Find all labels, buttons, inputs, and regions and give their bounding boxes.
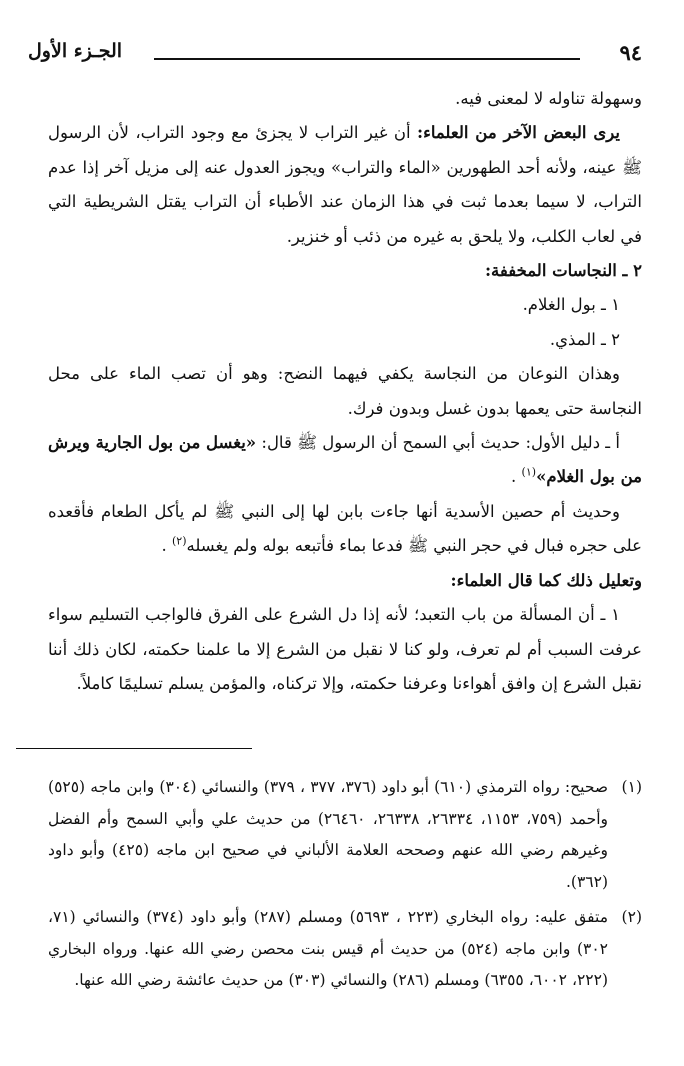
paragraph-2 [48,116,642,254]
footnote-1 [48,772,642,898]
footnote-number: (٢) [621,908,642,926]
section-heading-reasoning: وتعليل ذلك كما قال العلماء: [450,570,642,590]
list-item-1: ١ ـ بول الغلام. [522,295,620,315]
section-heading-light-impurities: ٢ ـ النجاسات المخففة: [484,261,642,281]
paragraph-6: ١ ـ أن المسألة من باب التعبد؛ لأنه إذا دل الشرع على الفرق فالواجب التسليم سواء عرفت السبب أم لم تعرف، ولو كنا لا نقبل من الشرع إلا ما علمنا حكمته، لكان ذلك أننا نقبل الشرع إن وافق أهواءنا وعرفنا حكمته، وإلا تركناه، والمؤمن يسلم تسليمًا كاملاً. [48,605,642,693]
page-number: ٩٤ [619,40,642,65]
page-header [28,38,642,68]
list-item-2: ٢ ـ المذي. [549,329,620,349]
footnotes [48,772,642,1001]
footnote-number: (١) [621,778,642,796]
paragraph-2-text: أن غير التراب لا يجزئ مع وجود التراب، لأن الرسول ﷺ عينه، ولأنه أحد الطهورين «الماء والتراب» ويجوز العدول عنه إلى مزيل آخر إذا عدم التراب، لا سيما بعدما ثبت في هذا الزمان عند الأطباء أن التراب يقتل الشريطية التي في لعاب الكلب، ولا يلحق به غيره من ذئب أو خنزير. [48,123,642,246]
footnote-2 [48,902,642,997]
part-title: الجـزء الأول [28,40,123,62]
header-divider [154,58,580,60]
paragraph-5-text: وحديث أم حصين الأسدية أنها جاءت بابن لها إلى النبي ﷺ لم يأكل الطعام فأقعده على حجره فبال في حجر النبي ﷺ فدعا بماء فأتبعه بوله ولم يغسله [48,501,642,556]
paragraph-3: وهذان النوعان من النجاسة يكفي فيهما النضح: وهو أن تصب الماء على محل النجاسة حتى يعمها بدون غسل وبدون فرك. [48,364,642,418]
paragraph-1: وسهولة تناوله لا لمعنى فيه. [455,89,642,108]
footnote-ref-2[interactable]: (٢) [171,534,187,548]
main-text [48,82,642,701]
footnote-divider [16,748,252,749]
hadith-quote: «يغسل من بول الجارية ويرش من بول الغلام» [48,433,642,487]
paragraph-4-end: . [511,467,522,487]
paragraph-5-end: . [161,536,172,556]
footnote-text: متفق عليه: رواه البخاري (٢٢٣ ، ٥٦٩٣) ومسلم (٢٨٧) وأبو داود (٣٧٤) والنسائي (٧١، ٣٠٢) وابن ماجه (٥٢٤) من حديث أم قيس بنت محصن رضي الله عنها. ورواه البخاري (٢٢٢، ٦٠٠٢، ٦٣٥٥) ومسلم (٢٨٦) والنسائي (٣٠٣) من حديث عائشة رضي الله عنها. [48,908,609,989]
footnote-ref-1[interactable]: (١) [521,465,537,479]
paragraph-4 [48,426,642,495]
paragraph-2-lead: يرى البعض الآخر من العلماء: [416,123,620,143]
paragraph-5 [48,495,642,564]
footnote-text: صحيح: رواه الترمذي (٦١٠) أبو داود (٣٧٦، ٣٧٧ ، ٣٧٩) والنسائي (٣٠٤) وابن ماجه (٥٢٥) وأحمد (٧٥٩، ١١٥٣، ٢٦٣٣٤، ٢٦٣٣٨، ٢٦٤٦٠) من حديث علي وأبي السمح وأم الفضل وغيرهم رضي الله عنهم وصححه العلامة الألباني في صحيح ابن ماجه (٤٢٥) وأبو داود (٣٦٢). [48,778,609,891]
paragraph-4-text: أ ـ دليل الأول: حديث أبي السمح أن الرسول ﷺ قال: [256,433,620,453]
